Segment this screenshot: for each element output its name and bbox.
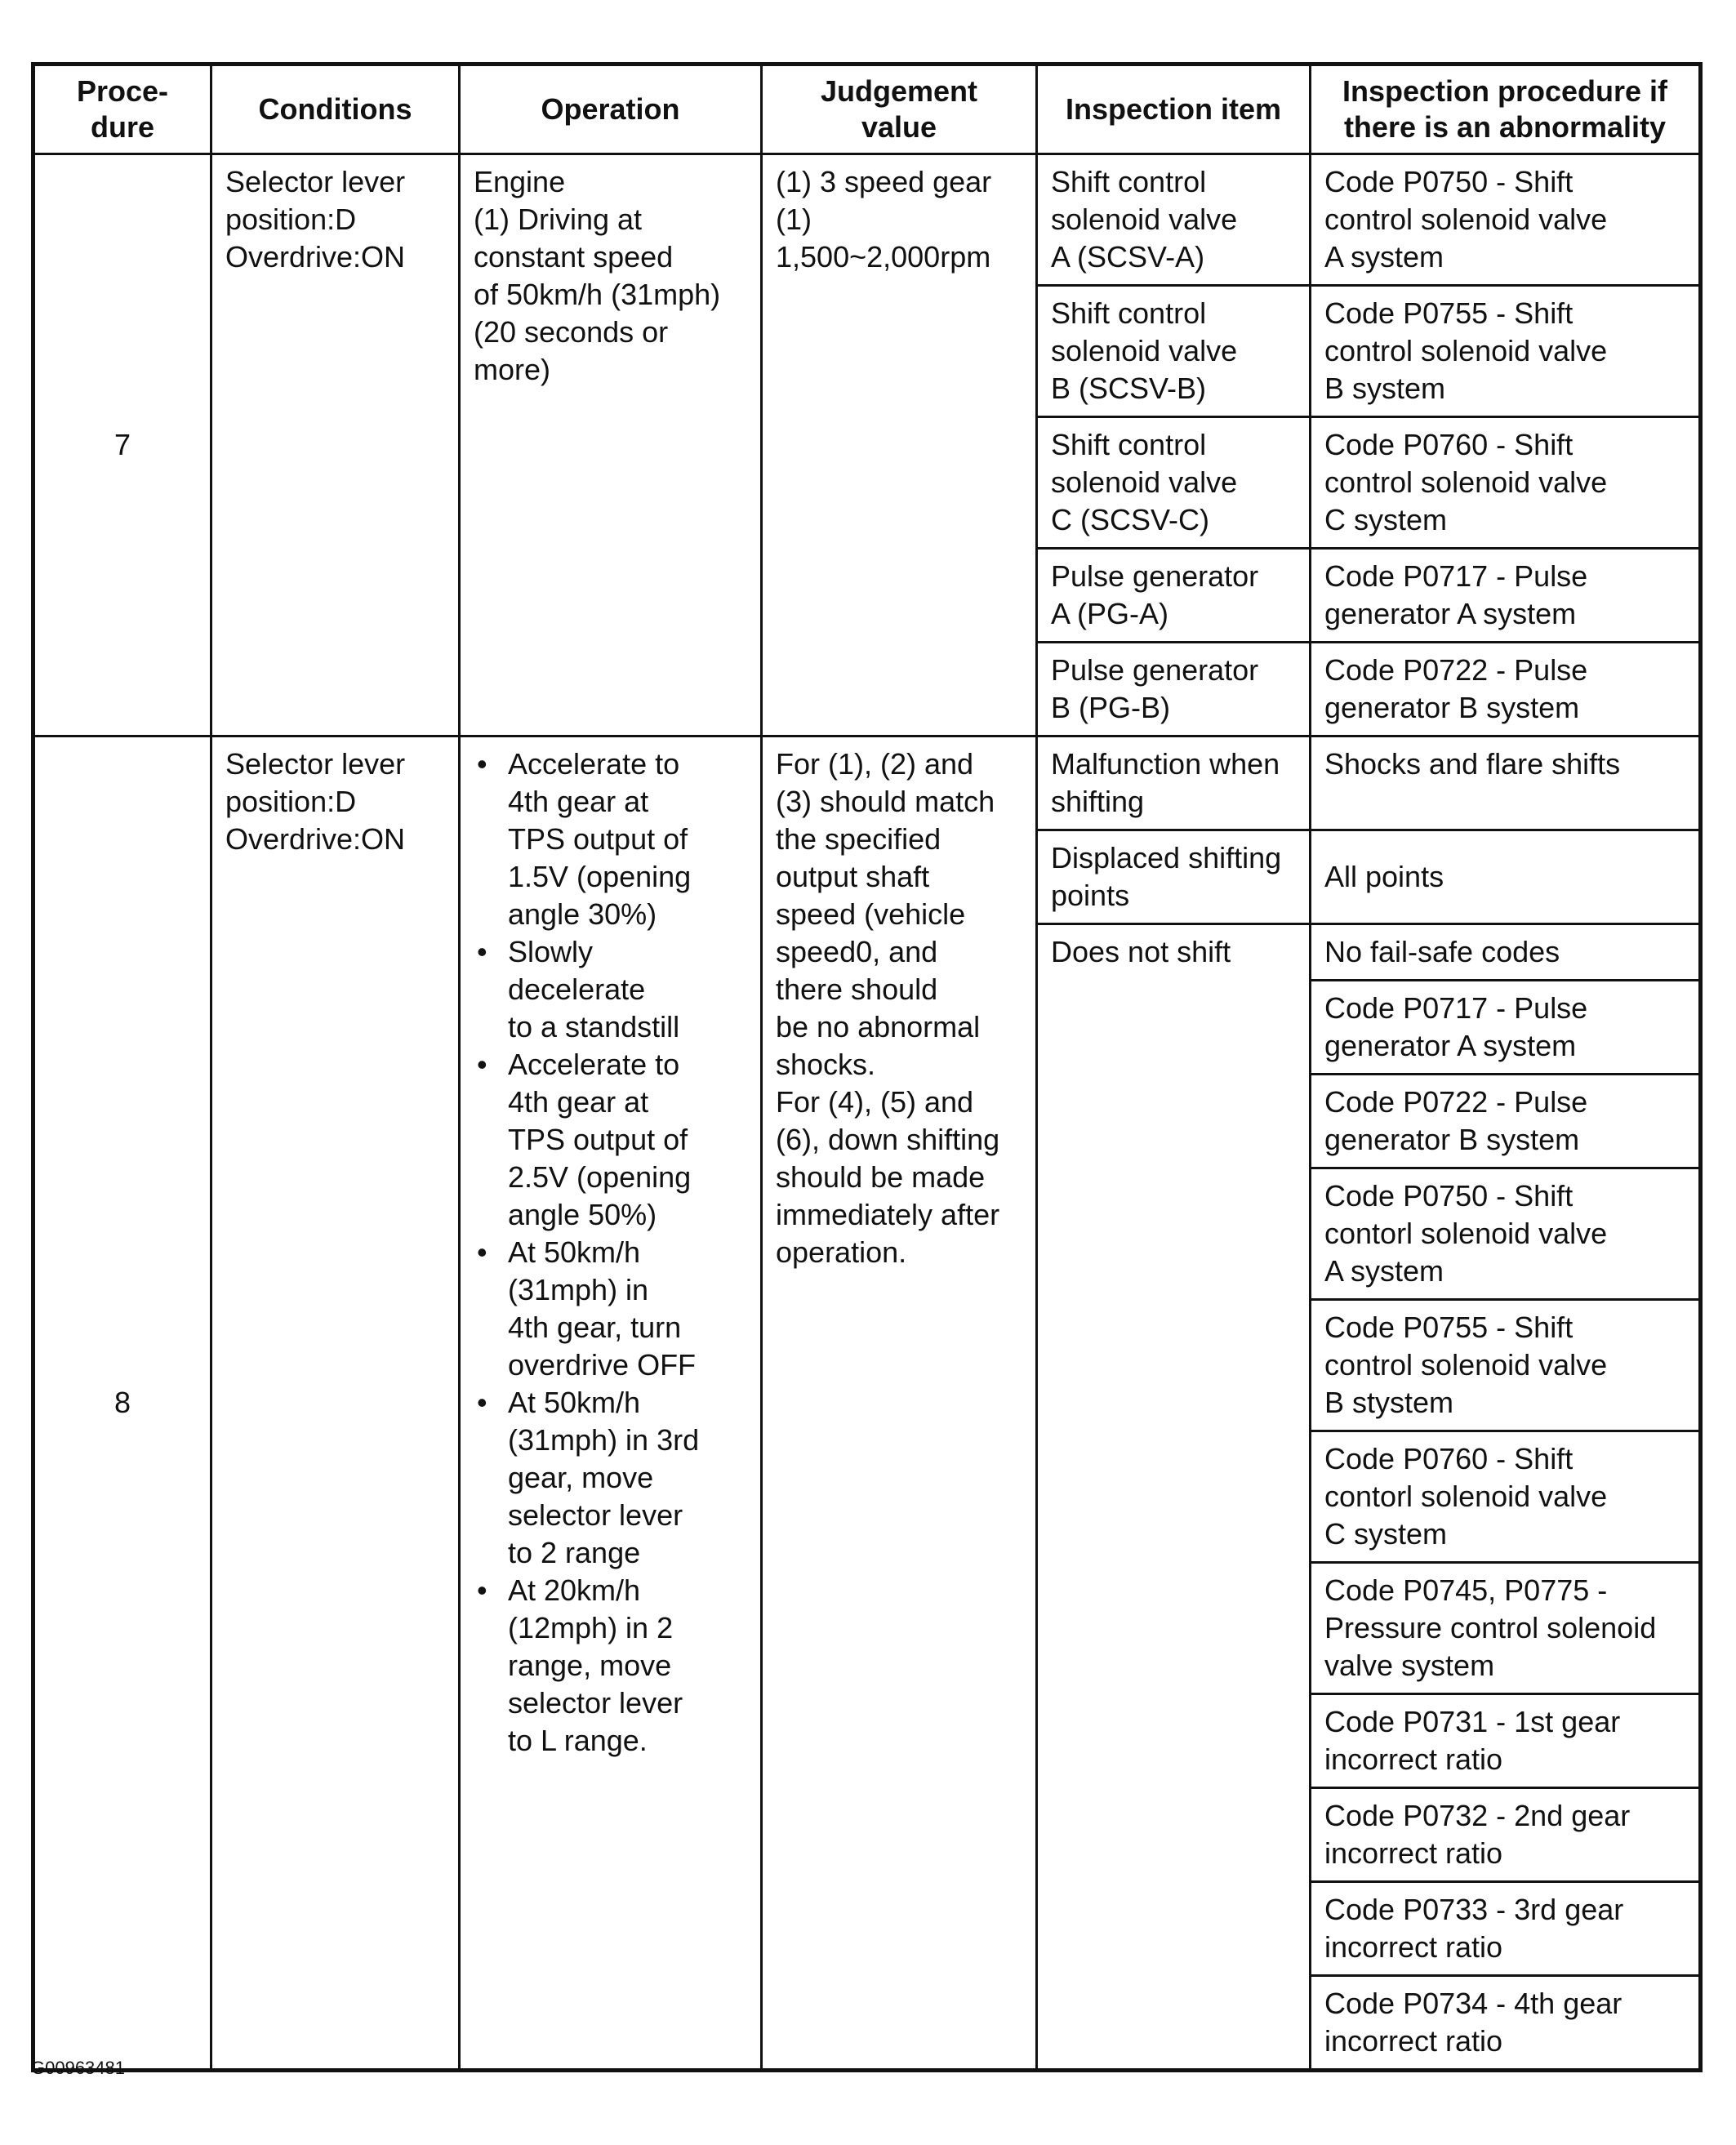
operation-step: • Slowly decelerate to a standstill (508, 933, 747, 1046)
abnormality-procedure: Code P0755 - Shift control solenoid valve B stystem (1311, 1300, 1701, 1431)
abnormality-procedure: Code P0717 - Pulse generator A system (1311, 549, 1701, 643)
procedure-7-judgement: (1) 3 speed gear (1) 1,500~2,000rpm (762, 154, 1037, 737)
abnormality-procedure: Code P0722 - Pulse generator B system (1311, 643, 1701, 737)
procedure-8-operation (460, 737, 762, 2071)
inspection-item: Shift control solenoid valve A (SCSV-A) (1037, 154, 1311, 286)
operation-step: • At 50km/h (31mph) in 4th gear, turn overdrive OFF (508, 1234, 747, 1384)
procedure-7-number: 7 (33, 154, 211, 737)
procedure-7-conditions: Selector lever position:D Overdrive:ON (211, 154, 460, 737)
inspection-item: Malfunction when shifting (1037, 737, 1311, 830)
operation-step: • Accelerate to 4th gear at TPS output of 2.5V (opening angle 50%) (508, 1046, 747, 1234)
abnormality-procedure: All points (1311, 830, 1701, 924)
abnormality-procedure: Code P0755 - Shift control solenoid valve B system (1311, 286, 1701, 417)
header-operation: Operation (460, 65, 762, 154)
abnormality-procedure: Code P0722 - Pulse generator B system (1311, 1075, 1701, 1168)
inspection-item: Does not shift (1037, 924, 1311, 2071)
header-row (33, 65, 1701, 154)
abnormality-procedure: Code P0750 - Shift contorl solenoid valve A system (1311, 1168, 1701, 1300)
procedure-8-conditions: Selector lever position:D Overdrive:ON (211, 737, 460, 2071)
header-procedure: Proce- dure (33, 65, 211, 154)
inspection-item: Pulse generator B (PG-B) (1037, 643, 1311, 737)
abnormality-procedure: Code P0734 - 4th gear incorrect ratio (1311, 1976, 1701, 2071)
header-judgement-value: Judgement value (762, 65, 1037, 154)
inspection-item: Displaced shifting points (1037, 830, 1311, 924)
header-abnormality-procedure: Inspection procedure if there is an abnormality (1311, 65, 1701, 154)
abnormality-procedure: Code P0750 - Shift control solenoid valve A system (1311, 154, 1701, 286)
abnormality-procedure: Code P0733 - 3rd gear incorrect ratio (1311, 1882, 1701, 1976)
procedure-8-number: 8 (33, 737, 211, 2071)
figure-id: G00963481 (31, 2058, 125, 2078)
table-row (33, 737, 1701, 830)
operation-step: • At 20km/h (12mph) in 2 range, move selector lever to L range. (508, 1572, 747, 1760)
inspection-item: Pulse generator A (PG-A) (1037, 549, 1311, 643)
header-inspection-item: Inspection item (1037, 65, 1311, 154)
procedure-7-operation: Engine (1) Driving at constant speed of 50km/h (31mph) (20 seconds or more) (460, 154, 762, 737)
inspection-table (31, 62, 1703, 2072)
abnormality-procedure: Code P0760 - Shift contorl solenoid valve C system (1311, 1431, 1701, 1563)
abnormality-procedure: Code P0732 - 2nd gear incorrect ratio (1311, 1788, 1701, 1882)
abnormality-procedure: Code P0760 - Shift control solenoid valve C system (1311, 417, 1701, 549)
operation-steps (474, 745, 747, 1760)
abnormality-procedure: Code P0717 - Pulse generator A system (1311, 981, 1701, 1075)
inspection-item: Shift control solenoid valve C (SCSV-C) (1037, 417, 1311, 549)
operation-step: • At 50km/h (31mph) in 3rd gear, move selector lever to 2 range (508, 1384, 747, 1572)
abnormality-procedure: No fail-safe codes (1311, 924, 1701, 981)
table-row (33, 154, 1701, 286)
inspection-item: Shift control solenoid valve B (SCSV-B) (1037, 286, 1311, 417)
abnormality-procedure: Shocks and flare shifts (1311, 737, 1701, 830)
operation-step: • Accelerate to 4th gear at TPS output of 1.5V (opening angle 30%) (508, 745, 747, 933)
abnormality-procedure: Code P0731 - 1st gear incorrect ratio (1311, 1694, 1701, 1788)
header-conditions: Conditions (211, 65, 460, 154)
procedure-8-judgement: For (1), (2) and (3) should match the specified output shaft speed (vehicle speed0, and there should be no abnormal shocks. For (4), (5) and (6), down shifting should be made immediately after operation. (762, 737, 1037, 2071)
abnormality-procedure: Code P0745, P0775 - Pressure control solenoid valve system (1311, 1563, 1701, 1694)
